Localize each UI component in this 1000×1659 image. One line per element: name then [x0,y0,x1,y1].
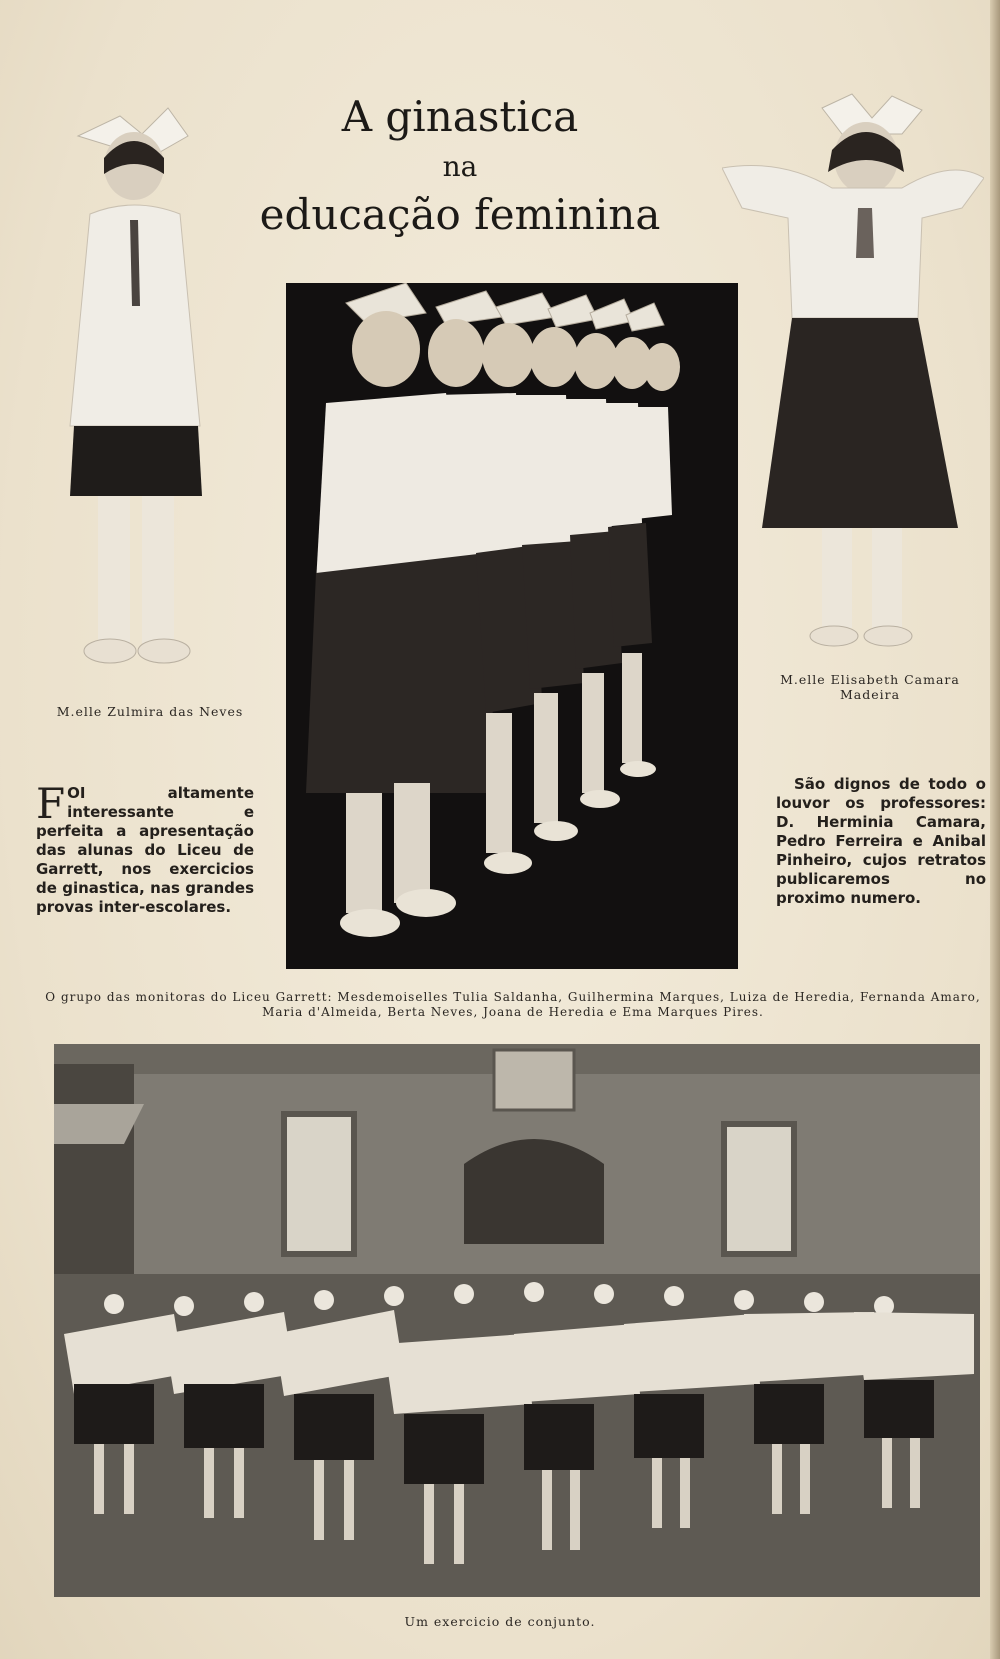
title-line-2: na [442,150,478,183]
page-edge [990,0,1000,1659]
title-line-1: A ginastica [341,92,579,141]
drop-cap: F [36,779,66,828]
caption-left-figure: M.elle Zulmira das Neves [56,704,244,719]
portrait-left [60,96,225,686]
article-left-paragraph [36,779,254,917]
monitors-group-photo [286,283,738,969]
caption-group-photo: O grupo das monitoras do Liceu Garrett: Mesdemoiselles Tulia Saldanha, Guilhermina Marques, Luiza de Heredia, Fernanda Amaro, Maria d'Almeida, Berta Neves, Joana de Heredia e Ema Marques Pires. [45,990,981,1019]
article-left-text: OI altamente interessante e perfeita a apresentação das alunas do Liceu de Garrett, nos exercicios de ginastica, nas grandes provas inter-escolares. [36,784,254,916]
exercise-photo [54,1044,980,1597]
article-right-paragraph: São dignos de todo o louvor os professores: D. Herminia Camara, Pedro Ferreira e Anibal Pinheiro, cujos retratos publicaremos no proximo numero. [776,775,986,907]
caption-right-figure: M.elle Elisabeth Camara Madeira [780,672,960,702]
caption-bottom-photo: Um exercicio de conjunto. [404,1614,596,1629]
portrait-right [722,88,984,668]
title-line-3: educação feminina [259,190,661,239]
